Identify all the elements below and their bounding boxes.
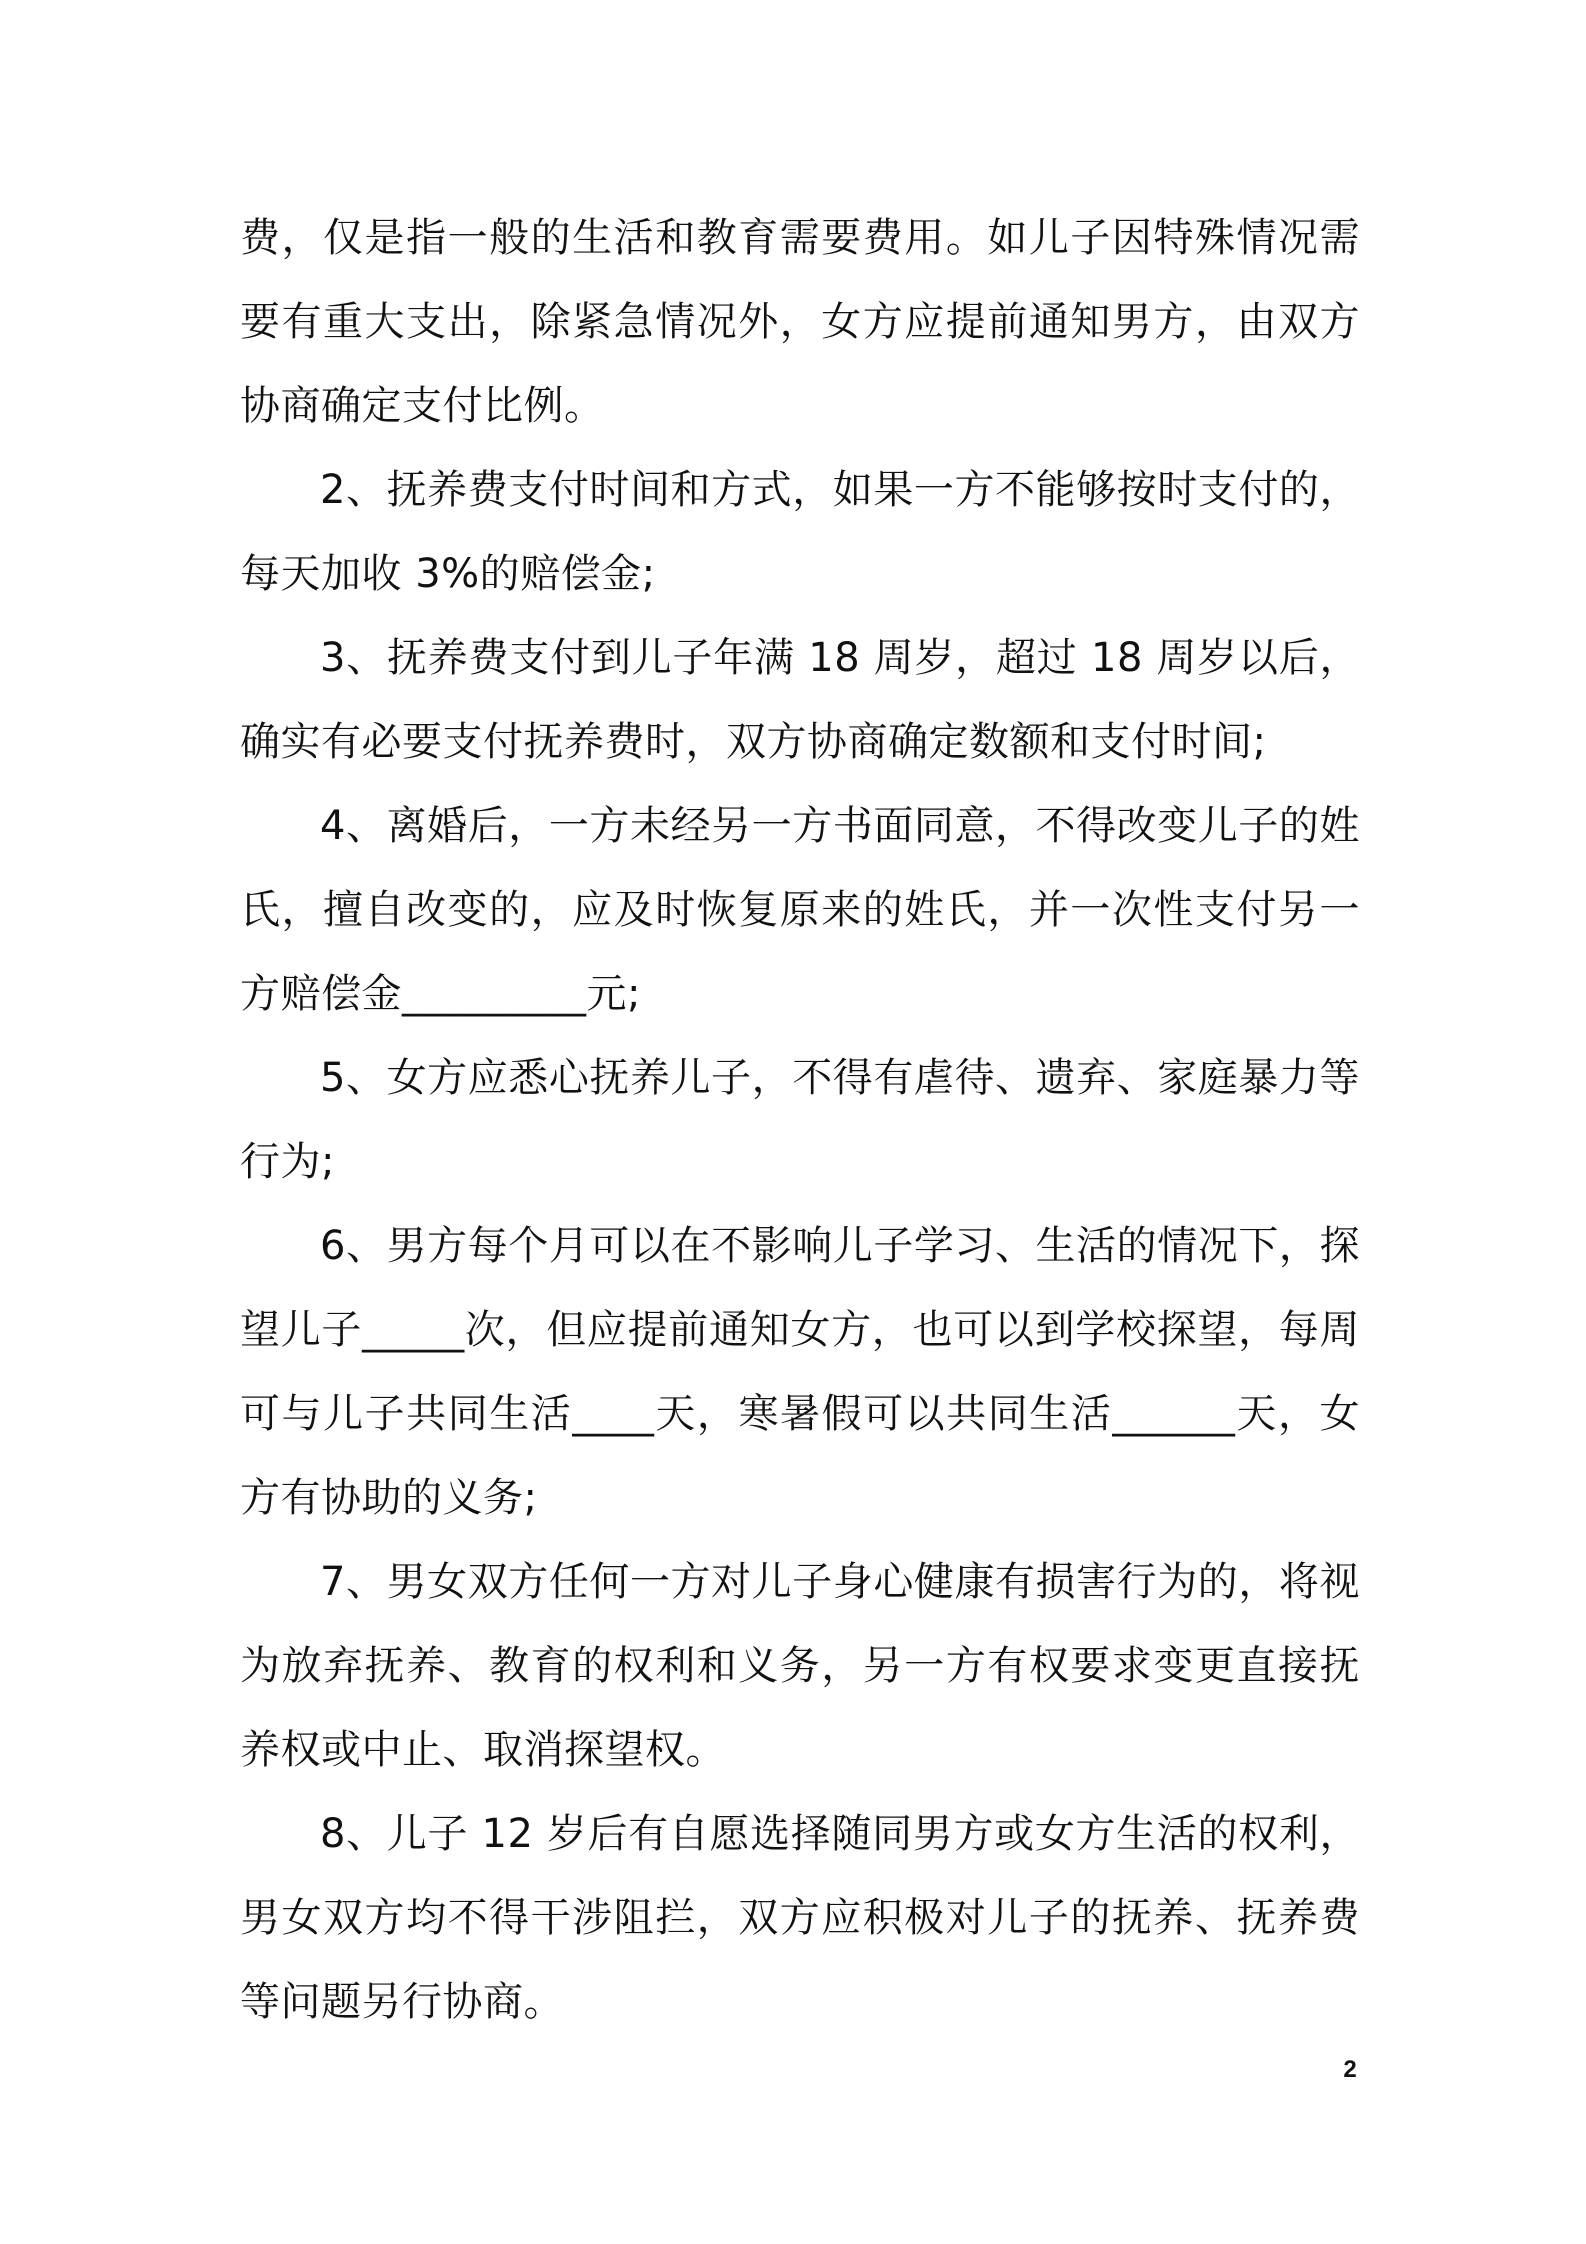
paragraph-clause-4: 4、离婚后，一方未经另一方书面同意，不得改变儿子的姓氏，擅自改变的，应及时恢复原来的姓氏，并一次性支付另一方赔偿金_________元; [240,803,1360,1017]
paragraph-clause-2: 2、抚养费支付时间和方式，如果一方不能够按时支付的，每天加收 3%的赔偿金; [240,467,1360,597]
paragraph-clause-6: 6、男方每个月可以在不影响儿子学习、生活的情况下，探望儿子_____次，但应提前通知女方，也可以到学校探望，每周可与儿子共同生活____天，寒暑假可以共同生活______天，女方有协助的义务; [240,1223,1360,1521]
page-number: 2 [1343,2056,1357,2083]
paragraph-clause-7: 7、男女双方任何一方对儿子身心健康有损害行为的，将视为放弃抚养、教育的权利和义务，另一方有权要求变更直接抚养权或中止、取消探望权。 [240,1559,1360,1773]
paragraph-continuation: 费，仅是指一般的生活和教育需要费用。如儿子因特殊情况需要有重大支出，除紧急情况外，女方应提前通知男方，由双方协商确定支付比例。 [240,215,1360,429]
paragraph-clause-5: 5、女方应悉心抚养儿子，不得有虐待、遗弃、家庭暴力等行为; [240,1055,1360,1185]
paragraph-clause-8: 8、儿子 12 岁后有自愿选择随同男方或女方生活的权利，男女双方均不得干涉阻拦，双方应积极对儿子的抚养、抚养费等问题另行协商。 [240,1811,1360,2025]
document-body [240,196,1360,2044]
paragraph-clause-3: 3、抚养费支付到儿子年满 18 周岁，超过 18 周岁以后，确实有必要支付抚养费时，双方协商确定数额和支付时间; [240,635,1360,765]
